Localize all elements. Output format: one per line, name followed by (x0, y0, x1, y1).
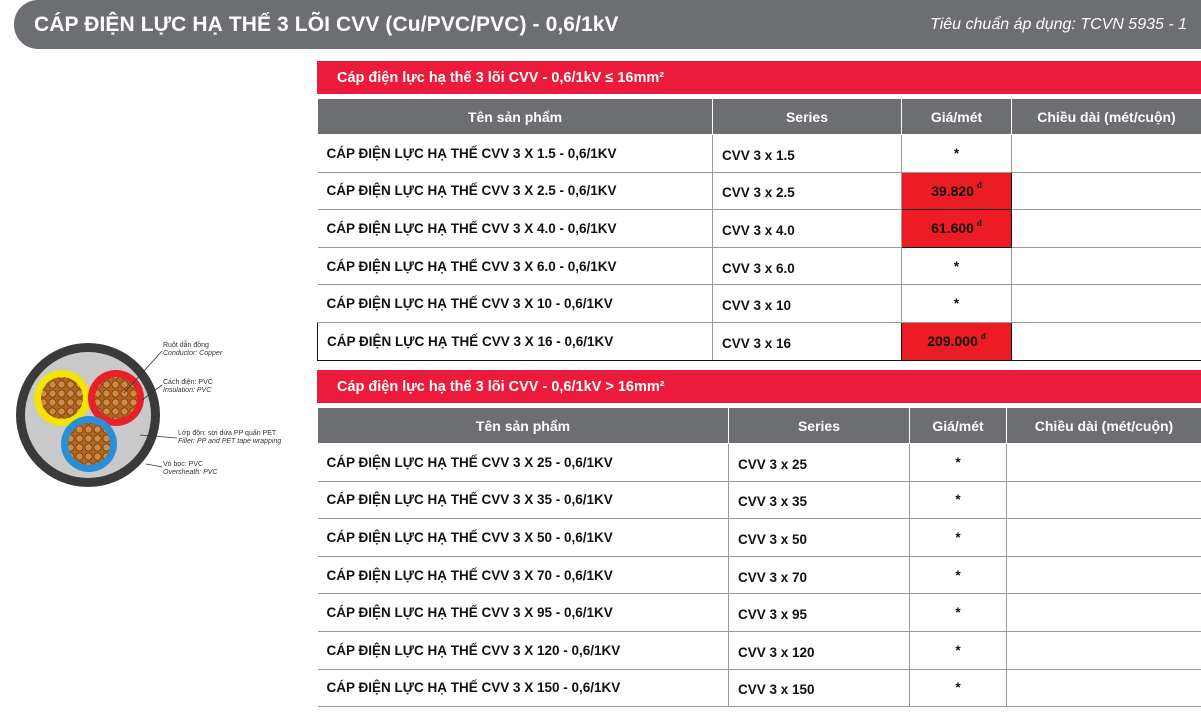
product-name: CÁP ĐIỆN LỰC HẠ THẾ CVV 3 X 2.5 - 0,6/1KV (318, 172, 713, 210)
product-series: CVV 3 x 6.0 (713, 247, 902, 285)
product-length (1007, 519, 1201, 557)
product-price: * (910, 594, 1007, 632)
product-name: CÁP ĐIỆN LỰC HẠ THẾ CVV 3 X 4.0 - 0,6/1KV (318, 210, 713, 248)
product-length (1012, 322, 1201, 360)
product-price: * (910, 481, 1007, 519)
product-name: CÁP ĐIỆN LỰC HẠ THẾ CVV 3 X 35 - 0,6/1KV (318, 481, 729, 519)
table-header-row (318, 408, 1201, 444)
section-title: Cáp điện lực hạ thế 3 lõi CVV - 0,6/1kV > 16mm² (317, 370, 1201, 403)
product-price: * (902, 135, 1012, 173)
product-name: CÁP ĐIỆN LỰC HẠ THẾ CVV 3 X 70 - 0,6/1KV (318, 556, 729, 594)
price-table-large (317, 407, 1201, 707)
conductor-red (95, 377, 137, 419)
product-name: CÁP ĐIỆN LỰC HẠ THẾ CVV 3 X 6.0 - 0,6/1KV (318, 247, 713, 285)
label-sheath-en: Oversheath: PVC (163, 469, 218, 476)
label-insulation-en: Insulation: PVC (163, 387, 212, 394)
product-price: * (902, 247, 1012, 285)
col-name-header: Tên sản phẩm (318, 99, 713, 135)
product-price: * (910, 444, 1007, 482)
product-name: CÁP ĐIỆN LỰC HẠ THẾ CVV 3 X 25 - 0,6/1KV (318, 444, 729, 482)
col-series-header: Series (713, 99, 902, 135)
product-name: CÁP ĐIỆN LỰC HẠ THẾ CVV 3 X 95 - 0,6/1KV (318, 594, 729, 632)
col-series-header: Series (729, 408, 910, 444)
label-insulation-vi: Cách điện: PVC (163, 379, 213, 386)
label-sheath-vi: Vỏ bọc: PVC (163, 461, 204, 468)
page-header (14, 0, 1201, 49)
product-series: CVV 3 x 70 (729, 556, 910, 594)
product-length (1007, 631, 1201, 669)
product-price: * (910, 519, 1007, 557)
product-series: CVV 3 x 150 (729, 669, 910, 707)
table-row (318, 322, 1201, 360)
currency-unit: đ (976, 218, 982, 228)
table-row (318, 519, 1201, 557)
product-name: CÁP ĐIỆN LỰC HẠ THẾ CVV 3 X 120 - 0,6/1KV (318, 631, 729, 669)
label-conductor-vi: Ruột dẫn đồng (163, 342, 209, 349)
conductor-yellow (41, 377, 83, 419)
product-price (902, 210, 1012, 248)
product-price (902, 172, 1012, 210)
table-row (318, 172, 1201, 210)
col-length-header: Chiều dài (mét/cuộn) (1012, 99, 1201, 135)
conductor-blue (68, 423, 110, 465)
product-length (1007, 594, 1201, 632)
product-name: CÁP ĐIỆN LỰC HẠ THẾ CVV 3 X 16 - 0,6/1KV (318, 322, 713, 360)
price-value: 39.820 (931, 182, 974, 199)
table-row (318, 631, 1201, 669)
product-price: * (910, 669, 1007, 707)
product-length (1007, 444, 1201, 482)
product-length (1007, 556, 1201, 594)
label-filler-vi: Lớp độn: sợi dứa PP quấn PET (178, 430, 277, 437)
product-price (902, 322, 1012, 360)
product-series: CVV 3 x 1.5 (713, 135, 902, 173)
product-series: CVV 3 x 95 (729, 594, 910, 632)
table-row (318, 556, 1201, 594)
product-length (1012, 172, 1201, 210)
table-row (318, 444, 1201, 482)
section-large-cables (317, 370, 1201, 707)
product-length (1012, 285, 1201, 323)
product-price: * (910, 556, 1007, 594)
table-header-row (318, 99, 1201, 135)
product-series: CVV 3 x 16 (713, 322, 902, 360)
product-series: CVV 3 x 50 (729, 519, 910, 557)
table-row (318, 594, 1201, 632)
page-title: CÁP ĐIỆN LỰC HẠ THẾ 3 LÕI CVV (Cu/PVC/PVC) - 0,6/1kV (34, 12, 619, 36)
table-row (318, 247, 1201, 285)
col-price-header: Giá/mét (902, 99, 1012, 135)
price-value: 61.600 (931, 220, 974, 237)
product-series: CVV 3 x 120 (729, 631, 910, 669)
table-row (318, 481, 1201, 519)
product-series: CVV 3 x 4.0 (713, 210, 902, 248)
product-price: * (902, 285, 1012, 323)
label-filler-en: Filler: PP and PET tape wrapping (178, 438, 282, 445)
product-length (1012, 247, 1201, 285)
table-row (318, 210, 1201, 248)
product-length (1007, 669, 1201, 707)
product-series: CVV 3 x 35 (729, 481, 910, 519)
product-series: CVV 3 x 2.5 (713, 172, 902, 210)
product-name: CÁP ĐIỆN LỰC HẠ THẾ CVV 3 X 150 - 0,6/1KV (318, 669, 729, 707)
section-small-cables (317, 61, 1201, 361)
table-row (318, 669, 1201, 707)
product-name: CÁP ĐIỆN LỰC HẠ THẾ CVV 3 X 1.5 - 0,6/1KV (318, 135, 713, 173)
product-name: CÁP ĐIỆN LỰC HẠ THẾ CVV 3 X 50 - 0,6/1KV (318, 519, 729, 557)
product-name: CÁP ĐIỆN LỰC HẠ THẾ CVV 3 X 10 - 0,6/1KV (318, 285, 713, 323)
product-series: CVV 3 x 10 (713, 285, 902, 323)
currency-unit: đ (980, 331, 986, 341)
section-title: Cáp điện lực hạ thế 3 lõi CVV - 0,6/1kV ≤ 16mm² (317, 61, 1201, 94)
product-length (1007, 481, 1201, 519)
label-conductor-en: Conductor: Copper (163, 350, 223, 357)
col-price-header: Giá/mét (910, 408, 1007, 444)
table-row (318, 285, 1201, 323)
standard-note: Tiêu chuẩn áp dụng: TCVN 5935 - 1 (930, 15, 1187, 33)
currency-unit: đ (976, 181, 982, 191)
price-value: 209.000 (927, 333, 978, 350)
product-length (1012, 210, 1201, 248)
price-table-small (317, 98, 1201, 361)
table-row (318, 135, 1201, 173)
cable-cross-section-diagram (12, 335, 302, 495)
product-price: * (910, 631, 1007, 669)
product-length (1012, 135, 1201, 173)
col-length-header: Chiều dài (mét/cuộn) (1007, 408, 1201, 444)
col-name-header: Tên sản phẩm (318, 408, 729, 444)
product-series: CVV 3 x 25 (729, 444, 910, 482)
